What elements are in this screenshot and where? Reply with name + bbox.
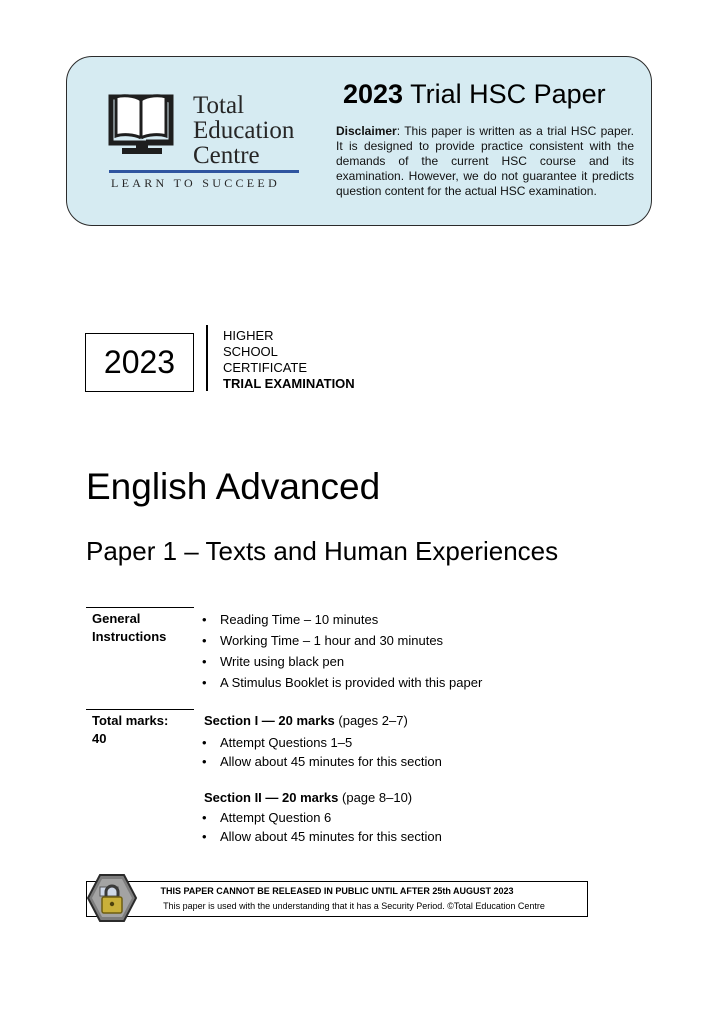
subject-title: English Advanced xyxy=(86,466,381,507)
trial-title-rest: Trial HSC Paper xyxy=(403,79,606,109)
section1-heading xyxy=(204,713,408,728)
list-item: • A Stimulus Booklet is provided with this paper xyxy=(198,672,482,693)
exam-divider xyxy=(206,325,208,391)
total-rule xyxy=(86,709,194,710)
total-label-line1: Total marks: xyxy=(92,713,169,728)
section2-heading-bold: Section II — 20 marks xyxy=(204,790,339,805)
disclaimer xyxy=(336,124,634,199)
logo-line-centre: Centre xyxy=(193,142,260,169)
general-label-line1: General xyxy=(92,611,141,626)
exam-type xyxy=(223,328,355,392)
section1-heading-bold: Section I — 20 marks xyxy=(204,713,335,728)
disclaimer-text: : This paper is written as a trial HSC paper. It is designed to provide practice consistent with the demands of the current HSC course and its examination. However, we do not guarantee it predicts question content for the actual HSC examination. xyxy=(336,124,634,198)
paper-title: Paper 1 – Texts and Human Experiences xyxy=(86,536,559,566)
section2-pages: (page 8–10) xyxy=(338,790,413,805)
section2-list xyxy=(198,808,442,846)
exam-line-certificate: CERTIFICATE xyxy=(223,360,308,375)
book-monitor-logo-icon xyxy=(108,92,182,166)
padlock-security-icon xyxy=(86,873,138,923)
list-item: • Attempt Questions 1–5 xyxy=(198,733,442,752)
general-instructions-list xyxy=(198,609,482,693)
list-item: • Allow about 45 minutes for this section xyxy=(198,752,442,771)
exam-year-box: 2023 xyxy=(85,333,194,392)
general-rule xyxy=(86,607,194,608)
total-label-line2: 40 xyxy=(92,731,107,746)
section1-pages: (pages 2–7) xyxy=(334,713,408,728)
section1-list xyxy=(198,733,442,771)
total-marks-label xyxy=(92,712,168,748)
security-period-notice: This paper is used with the understanding that it has a Security Period. ©Total Education Centre xyxy=(163,901,545,911)
general-instructions-label xyxy=(92,610,166,646)
list-item: • Write using black pen xyxy=(198,651,482,672)
exam-line-higher: HIGHER xyxy=(223,328,274,343)
list-item: • Working Time – 1 hour and 30 minutes xyxy=(198,630,482,651)
trial-paper-title xyxy=(343,79,606,110)
logo-line-education: Education xyxy=(193,117,295,144)
exam-line-school: SCHOOL xyxy=(223,344,278,359)
logo-underline xyxy=(109,170,299,173)
list-item: • Allow about 45 minutes for this section xyxy=(198,827,442,846)
logo-tagline: LEARN TO SUCCEED xyxy=(111,176,281,190)
exam-line-trial: TRIAL EXAMINATION xyxy=(223,376,355,391)
general-label-line2: Instructions xyxy=(92,629,167,644)
trial-title-year: 2023 xyxy=(343,79,404,109)
list-item: • Attempt Question 6 xyxy=(198,808,442,827)
section2-heading xyxy=(204,790,412,805)
list-item: • Reading Time – 10 minutes xyxy=(198,609,482,630)
disclaimer-label: Disclaimer xyxy=(336,124,397,138)
release-notice: THIS PAPER CANNOT BE RELEASED IN PUBLIC UNTIL AFTER 25th AUGUST 2023 xyxy=(160,886,514,896)
logo-line-total: Total xyxy=(193,92,245,119)
